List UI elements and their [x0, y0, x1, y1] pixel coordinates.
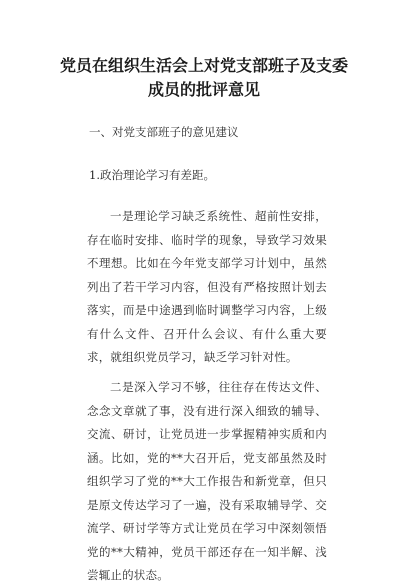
- document-title-line-2: 成员的批评意见: [147, 80, 260, 99]
- subsection-heading: 1.政治理论学习有差距。: [89, 168, 215, 182]
- body-paragraph-2: 二是深入学习不够，往往存在传达文件、念念文章就了事，没有进行深入细致的辅导、交流、研讨，让党员进一步掌握精神实质和内涵。比如，党的**大召开后，党支部虽然及时组织学习了党的**大工作报告和新党章，但只是原文传达学习了一遍，没有采取辅导学、交流学、研讨学等方式让党员在学习中深刻领悟党的**大精神，党员干部还存在一知半解、浅尝辄止的状态。: [87, 380, 327, 582]
- document-title-line-1: 党员在组织生活会上对党支部班子及支委: [59, 56, 348, 75]
- section-heading: 一、对党支部班子的意见建议: [89, 125, 239, 139]
- body-paragraph-1: 一是理论学习缺乏系统性、超前性安排，存在临时安排、临时学的现象，导致学习效果不理想。比如在今年党支部学习计划中，虽然列出了若干学习内容，但没有严格按照计划去落实，而是中途遇到临时调整学习内容，上级有什么文件、召开什么会议、有什么重大要求，就组织党员学习，缺乏学习针对性。: [87, 209, 327, 364]
